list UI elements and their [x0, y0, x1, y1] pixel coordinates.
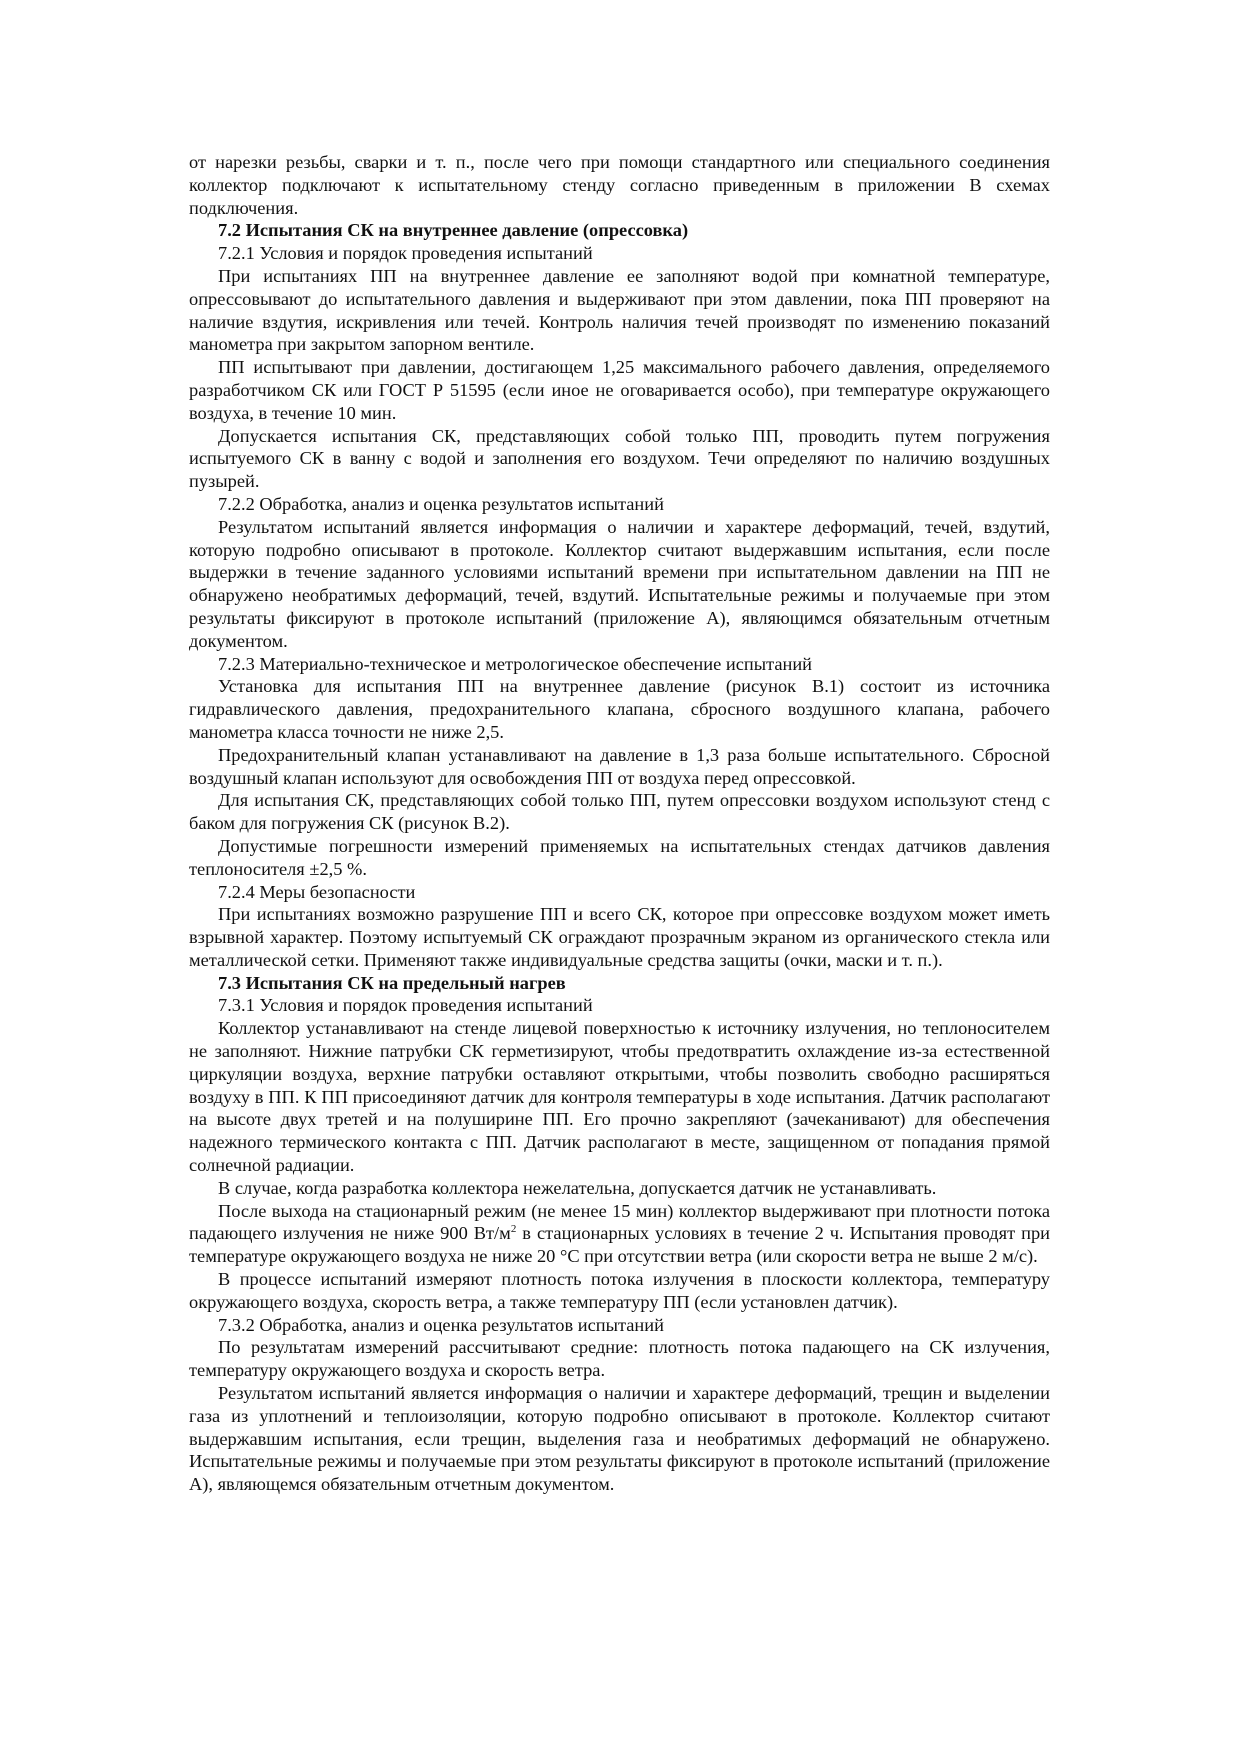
superscript: 2	[510, 1223, 517, 1236]
paragraph-text: После выхода на стационарный режим (не менее 15 мин) коллектор выдерживают при плотности потока падающего излучения не ниже 900 Вт/м	[189, 1200, 1050, 1244]
section-heading: 7.3 Испытания СК на предельный нагрев	[218, 972, 566, 993]
paragraph: Допустимые погрешности измерений применяемых на испытательных стендах датчиков давления теплоносителя ±2,5 %.	[189, 835, 1050, 879]
paragraph: Коллектор устанавливают на стенде лицевой поверхностью к источнику излучения, но теплоносителем не заполняют. Нижние патрубки СК герметизируют, чтобы предотвратить охлаждение из-за естественной циркуляции воздуха, верхние патрубки оставляют открытыми, чтобы позволить свободно расширяться воздуху в ПП. К ПП присоединяют датчик для контроля температуры в ходе испытания. Датчик располагают на высоте двух третей и на полуширине ПП. Его прочно закрепляют (зачеканивают) для обеспечения надежного термического контакта с ПП. Датчик располагают в месте, защищенном от попадания прямой солнечной радиации.	[189, 1018, 1050, 1176]
paragraph: Допускается испытания СК, представляющих собой только ПП, проводить путем погружения испытуемого СК в ванну с водой и заполнения его воздухом. Течи определяют по наличию воздушных пузырей.	[189, 425, 1050, 492]
paragraph: В процессе испытаний измеряют плотность потока излучения в плоскости коллектора, температуру окружающего воздуха, скорость ветра, а также температуру ПП (если установлен датчик).	[189, 1269, 1050, 1312]
paragraph	[189, 1200, 1050, 1268]
paragraph: Установка для испытания ПП на внутреннее давление (рисунок В.1) состоит из источника гидравлического давления, предохранительного клапана, сбросного воздушного клапана, рабочего манометра класса точности не ниже 2,5.	[189, 676, 1050, 742]
paragraph: По результатам измерений рассчитывают средние: плотность потока падающего на СК излучения, температуру окружающего воздуха и скорость ветра.	[189, 1337, 1050, 1381]
paragraph: Для испытания СК, представляющих собой только ПП, путем опрессовки воздухом используют стенд с баком для погружения СК (рисунок В.2).	[189, 790, 1050, 834]
paragraph: В случае, когда разработка коллектора нежелательна, допускается датчик не устанавливать.	[218, 1177, 937, 1198]
paragraph: от нарезки резьбы, сварки и т. п., после чего при помощи стандартного или специального соединения коллектор подключают к испытательному стенду согласно приведенным в приложении В схемах подключения.	[189, 152, 1050, 218]
paragraph: ПП испытывают при давлении, достигающем 1,25 максимального рабочего давления, определяемого разработчиком СК или ГОСТ Р 51595 (если иное не оговаривается особо), при температуре окружающего воздуха, в течение 10 мин.	[189, 357, 1050, 423]
paragraph: Результатом испытаний является информация о наличии и характере деформаций, трещин и выделении газа из уплотнений и теплоизоляции, которую подробно описывают в протоколе. Коллектор считают выдержавшим испытания, если трещин, выделения газа и необратимых деформаций не обнаружено. Испытательные режимы и получаемые при этом результаты фиксируют в протоколе испытаний (приложение А), являющемся обязательным отчетным документом.	[189, 1383, 1050, 1495]
subsection-title: 7.3.1 Условия и порядок проведения испытаний	[218, 995, 593, 1016]
paragraph: При испытаниях ПП на внутреннее давление ее заполняют водой при комнатной температуре, опрессовывают до испытательного давления и выдерживают при этом давлении, пока ПП проверяют на наличие вздутия, искривления или течей. Контроль наличия течей производят по изменению показаний манометра при закрытом запорном вентиле.	[189, 265, 1050, 355]
paragraph-text: в стационарных условиях в течение 2 ч. Испытания проводят при температуре окружающего воздуха не ниже 20 °С при отсутствии ветра (или скорости ветра не выше 2 м/с).	[189, 1223, 1050, 1267]
subsection-title: 7.2.3 Материально-техническое и метрологическое обеспечение испытаний	[218, 653, 813, 674]
document-body	[189, 151, 1050, 1496]
section-heading: 7.2 Испытания СК на внутреннее давление (опрессовка)	[218, 220, 689, 241]
subsection-title: 7.2.1 Условия и порядок проведения испытаний	[218, 243, 593, 264]
paragraph: Результатом испытаний является информация о наличии и характере деформаций, течей, вздутий, которую подробно описывают в протоколе. Коллектор считают выдержавшим испытания, если после выдержки в течение заданного условиями испытаний времени при испытательном давлении на ПП не обнаружено необратимых деформаций, течей, вздутий. Испытательные режимы и получаемые при этом результаты фиксируют в протоколе испытаний (приложение А), являющимся обязательным отчетным документом.	[189, 516, 1050, 651]
subsection-title: 7.2.4 Меры безопасности	[218, 881, 416, 902]
paragraph: При испытаниях возможно разрушение ПП и всего СК, которое при опрессовке воздухом может иметь взрывной характер. Поэтому испытуемый СК ограждают прозрачным экраном из органического стекла или металлической сетки. Применяют также индивидуальные средства защиты (очки, маски и т. п.).	[189, 904, 1050, 970]
subsection-title: 7.3.2 Обработка, анализ и оценка результатов испытаний	[218, 1314, 664, 1335]
subsection-title: 7.2.2 Обработка, анализ и оценка результатов испытаний	[218, 493, 664, 514]
paragraph: Предохранительный клапан устанавливают на давление в 1,3 раза больше испытательного. Сбросной воздушный клапан используют для освобождения ПП от воздуха перед опрессовкой.	[189, 744, 1050, 788]
